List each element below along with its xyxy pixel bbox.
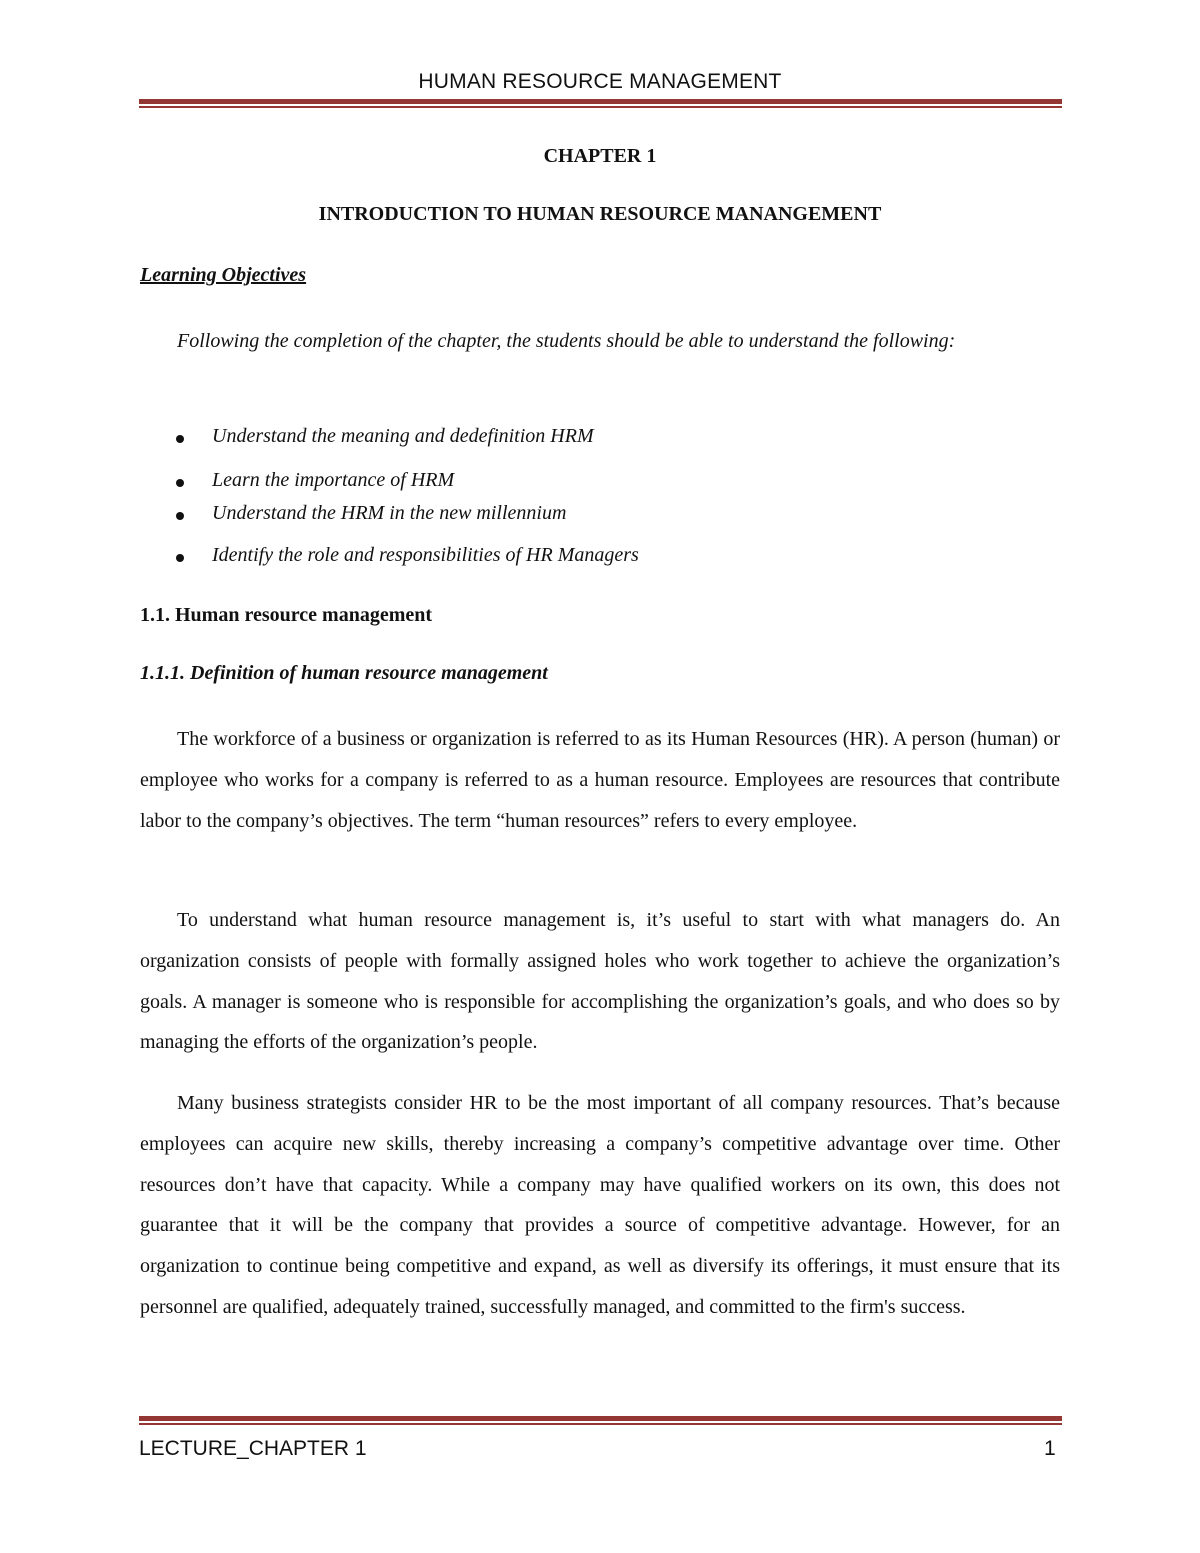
footer-rule — [139, 1416, 1062, 1425]
chapter-number: CHAPTER 1 — [543, 145, 657, 167]
bullet-icon — [176, 554, 184, 562]
bullet-icon — [176, 479, 184, 487]
header-rule — [139, 99, 1062, 108]
objective-text: Understand the HRM in the new millennium — [212, 502, 567, 524]
running-header: HUMAN RESOURCE MANAGEMENT — [418, 70, 782, 93]
bullet-icon — [176, 435, 184, 443]
footer-rule-thick — [139, 1416, 1062, 1421]
objective-text: Identify the role and responsibilities of HR Managers — [212, 544, 639, 566]
page-number: 1 — [1044, 1437, 1056, 1460]
header-rule-thin — [139, 106, 1062, 108]
bullet-icon — [176, 512, 184, 520]
body-paragraph: The workforce of a business or organization is referred to as its Human Resources (HR). A person (human) or employee who works for a company is referred to as a human resource. Employees are resources that contribute labor to the company’s objectives. The term “human resources” refers to every employee. — [140, 728, 1060, 832]
objective-text: Learn the importance of HRM — [212, 469, 455, 491]
section-heading: 1.1. Human resource management — [140, 604, 433, 626]
body-paragraph: Many business strategists consider HR to be the most important of all company resources. That’s because employees can acquire new skills, thereby increasing a company’s competitive advantage over time. Other resources don’t have that capacity. While a company may have qualified workers on its own, this does not guarantee that it will be the company that provides a source of competitive advantage. However, for an organization to continue being competitive and expand, as well as diversify its offerings, it must ensure that its personnel are qualified, adequately trained, successfully managed, and committed to the firm's success. — [140, 1092, 1060, 1318]
header-rule-thick — [139, 99, 1062, 104]
objective-text: Understand the meaning and dedefinition HRM — [212, 425, 594, 447]
footer-rule-thin — [139, 1423, 1062, 1425]
subsection-heading: 1.1.1. Definition of human resource management — [140, 662, 548, 684]
body-paragraph: To understand what human resource management is, it’s useful to start with what managers do. An organization consists of people with formally assigned holes who work together to achieve the organization’s goals. A manager is someone who is responsible for accomplishing the organization’s goals, and who does so by managing the efforts of the organization’s people. — [140, 909, 1060, 1054]
learning-objectives-intro: Following the completion of the chapter, the students should be able to understand the following: — [177, 330, 956, 352]
learning-objectives-heading: Learning Objectives — [140, 264, 307, 286]
chapter-title: INTRODUCTION TO HUMAN RESOURCE MANANGEMENT — [318, 203, 882, 225]
footer-label: LECTURE_CHAPTER 1 — [139, 1437, 367, 1460]
